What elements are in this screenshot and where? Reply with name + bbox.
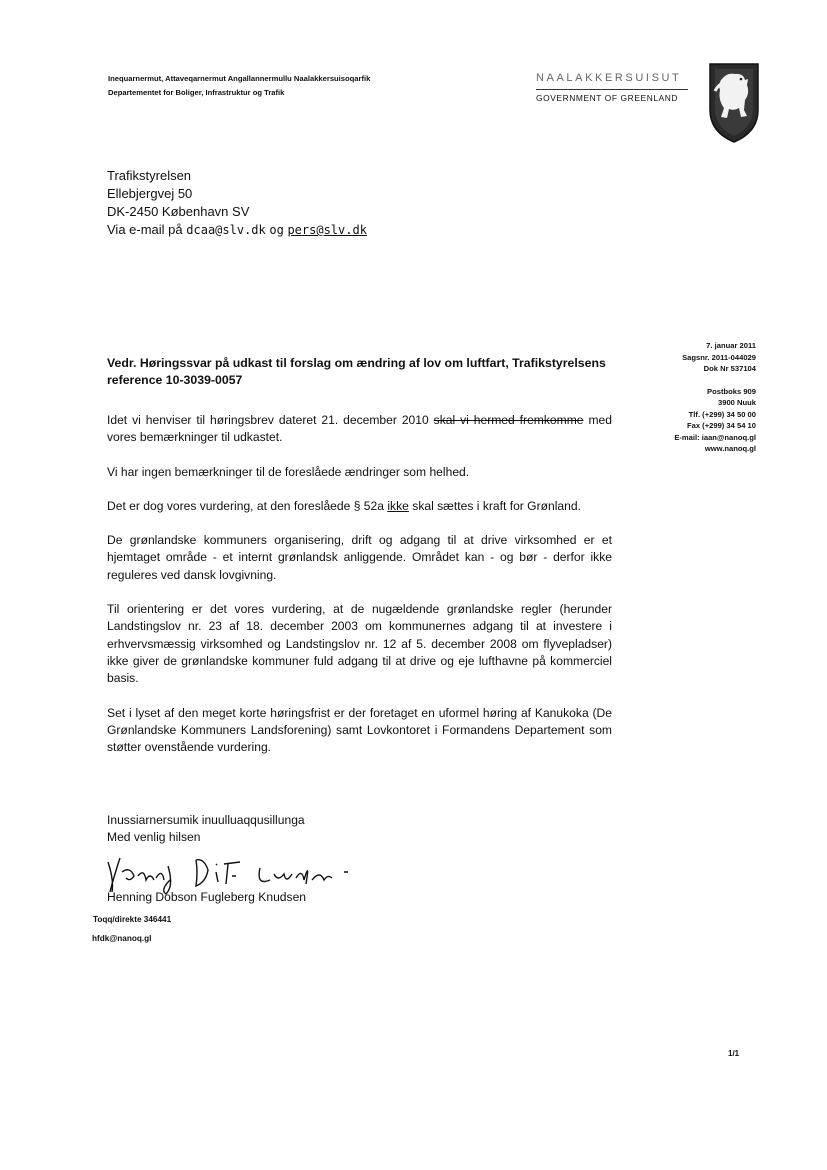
sender-city: 3900 Nuuk [718, 398, 756, 407]
p3-underlined-word: ikke [387, 498, 409, 513]
p3-start: Det er dog vores vurdering, at den foreslåede § 52a [107, 498, 384, 513]
p3-end: skal sættes i kraft for Grønland. [412, 498, 581, 513]
body-paragraph-3 [107, 498, 612, 515]
recipient-address [107, 167, 367, 239]
government-logotype [536, 72, 688, 103]
recipient-street: Ellebjergvej 50 [107, 186, 193, 201]
case-number: Sagsnr. 2011-044029 [682, 352, 756, 362]
department-name-greenlandic: Inequarnermut, Attaveqarnermut Angallannermullu Naalakkersuisoqarfik [108, 74, 371, 83]
recipient-email-2[interactable]: pers@slv.dk [287, 223, 367, 237]
recipient-email-1[interactable]: dcaa@slv.dk [186, 223, 266, 237]
sender-email[interactable]: E-mail: iaan@nanoq.gl [674, 432, 756, 442]
email-prefix: Via e-mail på [107, 222, 183, 237]
department-header [108, 72, 370, 100]
closing-danish: Med venlig hilsen [107, 830, 201, 845]
polar-bear-shield-icon [707, 60, 761, 144]
p1-struck-text: skal vi hermed fremkomme [433, 413, 584, 427]
email-joiner: og [269, 223, 284, 237]
closing-greenlandic: Inussiarnersumik inuulluaqqusillunga [107, 813, 305, 827]
signer-email[interactable]: hfdk@nanoq.gl [92, 934, 152, 943]
p1-end: med vores bemærkninger til udkastet. [107, 413, 612, 445]
recipient-name: Trafikstyrelsen [107, 168, 192, 183]
letter-date: 7. januar 2011 [706, 341, 756, 350]
body-paragraph-2: Vi har ingen bemærkninger til de foreslåede ændringer som helhed. [107, 464, 470, 479]
website-link[interactable]: www.nanoq.gl [704, 444, 756, 453]
body-paragraph-4: De grønlandske kommuners organisering, drift og adgang til at drive virksomhed er et hjemtaget område - et internt grønlandsk anliggende. Området kan - og bør - derfor ikke reguleres ved dansk lovgivning. [107, 533, 612, 582]
body-paragraph-6: Set i lyset af den meget korte høringsfrist er der foretaget en uformel høring af Kanukoka (De Grønlandske Kommuners Landsforening) samt Lovkontoret i Formandens Departement som støtter ovenstående vurdering. [107, 705, 612, 755]
sender-info-column [596, 340, 756, 455]
info-spacer [596, 375, 756, 386]
body-paragraph-1 [107, 412, 612, 447]
recipient-city: DK-2450 København SV [107, 204, 250, 219]
letter-body [107, 412, 612, 773]
fax-number: Fax (+299) 34 54 10 [686, 421, 756, 430]
logotype-rule [536, 89, 688, 90]
direct-phone: Toqq/direkte 346441 [93, 915, 172, 924]
letter-subject: Vedr. Høringssvar på udkast til forslag om ændring af lov om luftfart, Trafikstyrelsens reference 10-3039-0057 [107, 356, 606, 387]
department-name-danish: Departementet for Boliger, Infrastruktur og Trafik [108, 88, 285, 97]
signer-contact [92, 910, 171, 948]
government-name-english: GOVERNMENT OF GREENLAND [536, 93, 679, 103]
page-number: 1/1 [728, 1049, 740, 1058]
p1-start: Idet vi henviser til høringsbrev dateret 21. december 2010 [107, 413, 429, 427]
recipient-email-line [107, 221, 367, 239]
body-paragraph-5: Til orientering er det vores vurdering, at de nugældende grønlandske regler (herunder Landstingslov nr. 23 af 18. december 2003 om kommunernes adgang til at investere i erhvervsmæssig virksomhed og Landstingslov nr. 12 af 5. december 2008 om flyvepladser) ikke giver de grønlandske kommuner fuld adgang til at drive og eje lufthavne på kommerciel basis. [107, 602, 612, 686]
document-number: Dok Nr 537104 [703, 364, 756, 373]
po-box: Postboks 909 [707, 386, 756, 396]
signer-name: Henning Dobson Fugleberg Knudsen [107, 890, 307, 904]
closing-greeting [107, 812, 305, 847]
government-name-greenlandic: NAALAKKERSUISUT [536, 72, 682, 84]
phone-number: Tlf. (+299) 34 50 00 [688, 409, 756, 419]
